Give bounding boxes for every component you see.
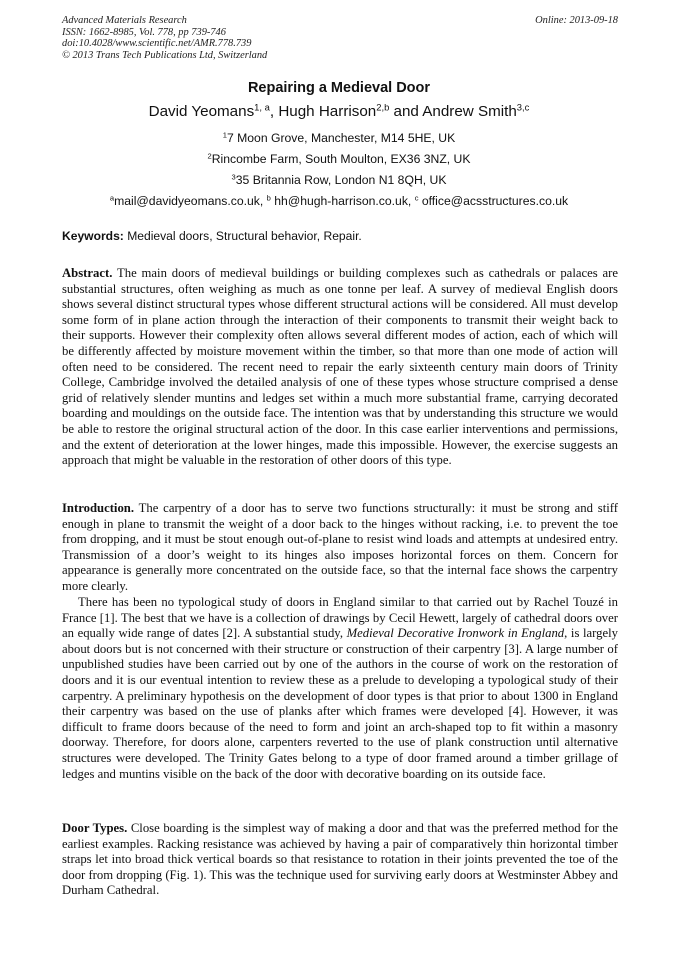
online-date: Online: 2013-09-18 (535, 15, 618, 26)
affiliation-3-text: 35 Britannia Row, London N1 8QH, UK (235, 173, 447, 187)
email-c: office@acsstructures.co.uk (418, 194, 569, 208)
introduction-text: The carpentry of a door has to serve two functions structurally: it must be strong and stiff enough in plane to transmit the weight of a door back to the hinges without racking, i.e. to prevent the toe from dropping, and it must be stout enough out-of-plane to resist wind loads and attempts at undesired entry. Transmission of a door’s weight to its hinges also imposes horizontal forces on them. Concern for appearance is generally more concentrated on the outside face, so that the internal face shows the carpentry more clearly. (62, 501, 618, 593)
journal-name: Advanced Materials Research (62, 15, 187, 26)
author-2-sup: 2,b (376, 101, 390, 113)
door-types-text: Close boarding is the simplest way of making a door and that was the preferred method for the earliest examples. Racking resistance was achieved by having a pair of comparatively thin horizontal timber straps let into broad thick vertical boards so that resistance to rotation in their joints prevented the toe of the door from dropping (Fig. 1). This was the technique used for surviving early doors at Westminster Abbey and Durham Cathedral. (62, 821, 618, 898)
body-paragraph-2 (62, 595, 618, 782)
abstract-text: The main doors of medieval buildings or building complexes such as cathedrals or palaces are substantial structures, often weighing as much as one tonne per leaf. A survey of medieval English doors shows several distinct structural types whose different structural actions will be considered. All must develop some form of in plane action through the interaction of their components to transmit their weight back to their supports. However their complexity often allows several different modes of action, each of which will be differently affected by moisture movement within the timber, so that more than one mode of action will often need to be considered. The recent need to repair the early sixteenth century main doors of Trinity College, Cambridge involved the detailed analysis of one of these types whose structure comprised a dense grid of relatively slender muntins and ledges set within a much more substantial frame, carrying decorated boarding and mouldings on the outside face. The intention was that by understanding this structure we would be able to restore the original structural action of the door. In this case earlier interventions and permissions, and the extent of deterioration at the lower hinges, made this impossible. However, the exercise suggests an approach that might be valuable in the restoration of other doors of this type. (62, 266, 618, 468)
affiliation-3 (0, 173, 678, 187)
abstract-label: Abstract. (62, 266, 113, 280)
keywords-label: Keywords: (62, 229, 124, 243)
author-1: David Yeomans (148, 103, 255, 120)
author-line (0, 103, 678, 120)
affiliation-2-sup: 2 (207, 151, 212, 161)
affiliation-1-text: 7 Moon Grove, Manchester, M14 5HE, UK (226, 131, 456, 145)
door-types-paragraph (62, 821, 618, 899)
email-b-sup: b (266, 193, 271, 203)
affiliation-3-sup: 3 (231, 172, 236, 182)
para2-text-before: There has been no typological study of doors in England similar to that carried out by Rachel Touzé in France [1]. The best that we have is a collection of drawings by Cecil Hewett, largely of cathedral doors over an equally wide range of dates [2]. A substantial study, (62, 595, 618, 641)
issn-line: ISSN: 1662-8985, Vol. 778, pp 739-746 (62, 26, 226, 38)
email-a: mail@davidyeomans.co.uk, (114, 194, 267, 208)
introduction-label: Introduction. (62, 501, 135, 515)
introduction-paragraph (62, 501, 618, 595)
keywords (62, 229, 618, 243)
affiliation-1-sup: 1 (222, 130, 227, 140)
email-line (0, 194, 678, 208)
doi-line: doi:10.4028/www.scientific.net/AMR.778.739 (62, 38, 252, 50)
author-3: and Andrew Smith (389, 103, 517, 120)
author-3-sup: 3,c (516, 101, 530, 113)
abstract-paragraph (62, 266, 618, 469)
para2-text-after: , is largely about doors but is not concerned with their structure or construction of their carpentry [3]. A large number of unpublished studies have been carried out by one of the authors in the course of work on the restoration of doors and it is our eventual intention to review these as a prelude to developing a typological study of their carpentry. A preliminary hypothesis on the development of door types is that prior to about 1300 in England their carpentry was based on the use of planks after which frames were developed [4]. However, it was difficult to frame doors because of the need to form and joint an arch-shaped top to fit within a masonry doorway. Therefore, for doors alone, carpenters reverted to the use of plank construction until alternative structures were developed. The Trinity Gates belong to a type of door framed around a timber grillage of ledges and muntins visible on the back of the door with decorative boarding on its outside face. (62, 626, 618, 781)
door-types-label: Door Types. (62, 821, 128, 835)
author-2: , Hugh Harrison (269, 103, 377, 120)
author-1-sup: 1, a (254, 101, 270, 113)
para2-book-title: Medieval Decorative Ironwork in England (346, 626, 565, 641)
affiliation-2-text: Rincombe Farm, South Moulton, EX36 3NZ, UK (211, 152, 471, 166)
email-a-sup: a (109, 193, 115, 203)
affiliation-2 (0, 152, 678, 166)
keywords-text: Medieval doors, Structural behavior, Repair. (123, 229, 362, 243)
paper-title: Repairing a Medieval Door (247, 80, 431, 96)
email-c-sup: c (414, 193, 419, 203)
email-b: hh@hugh-harrison.co.uk, (270, 194, 415, 208)
affiliation-1 (0, 131, 678, 145)
journal-header (62, 15, 618, 61)
copyright-line: © 2013 Trans Tech Publications Ltd, Switzerland (62, 49, 268, 61)
